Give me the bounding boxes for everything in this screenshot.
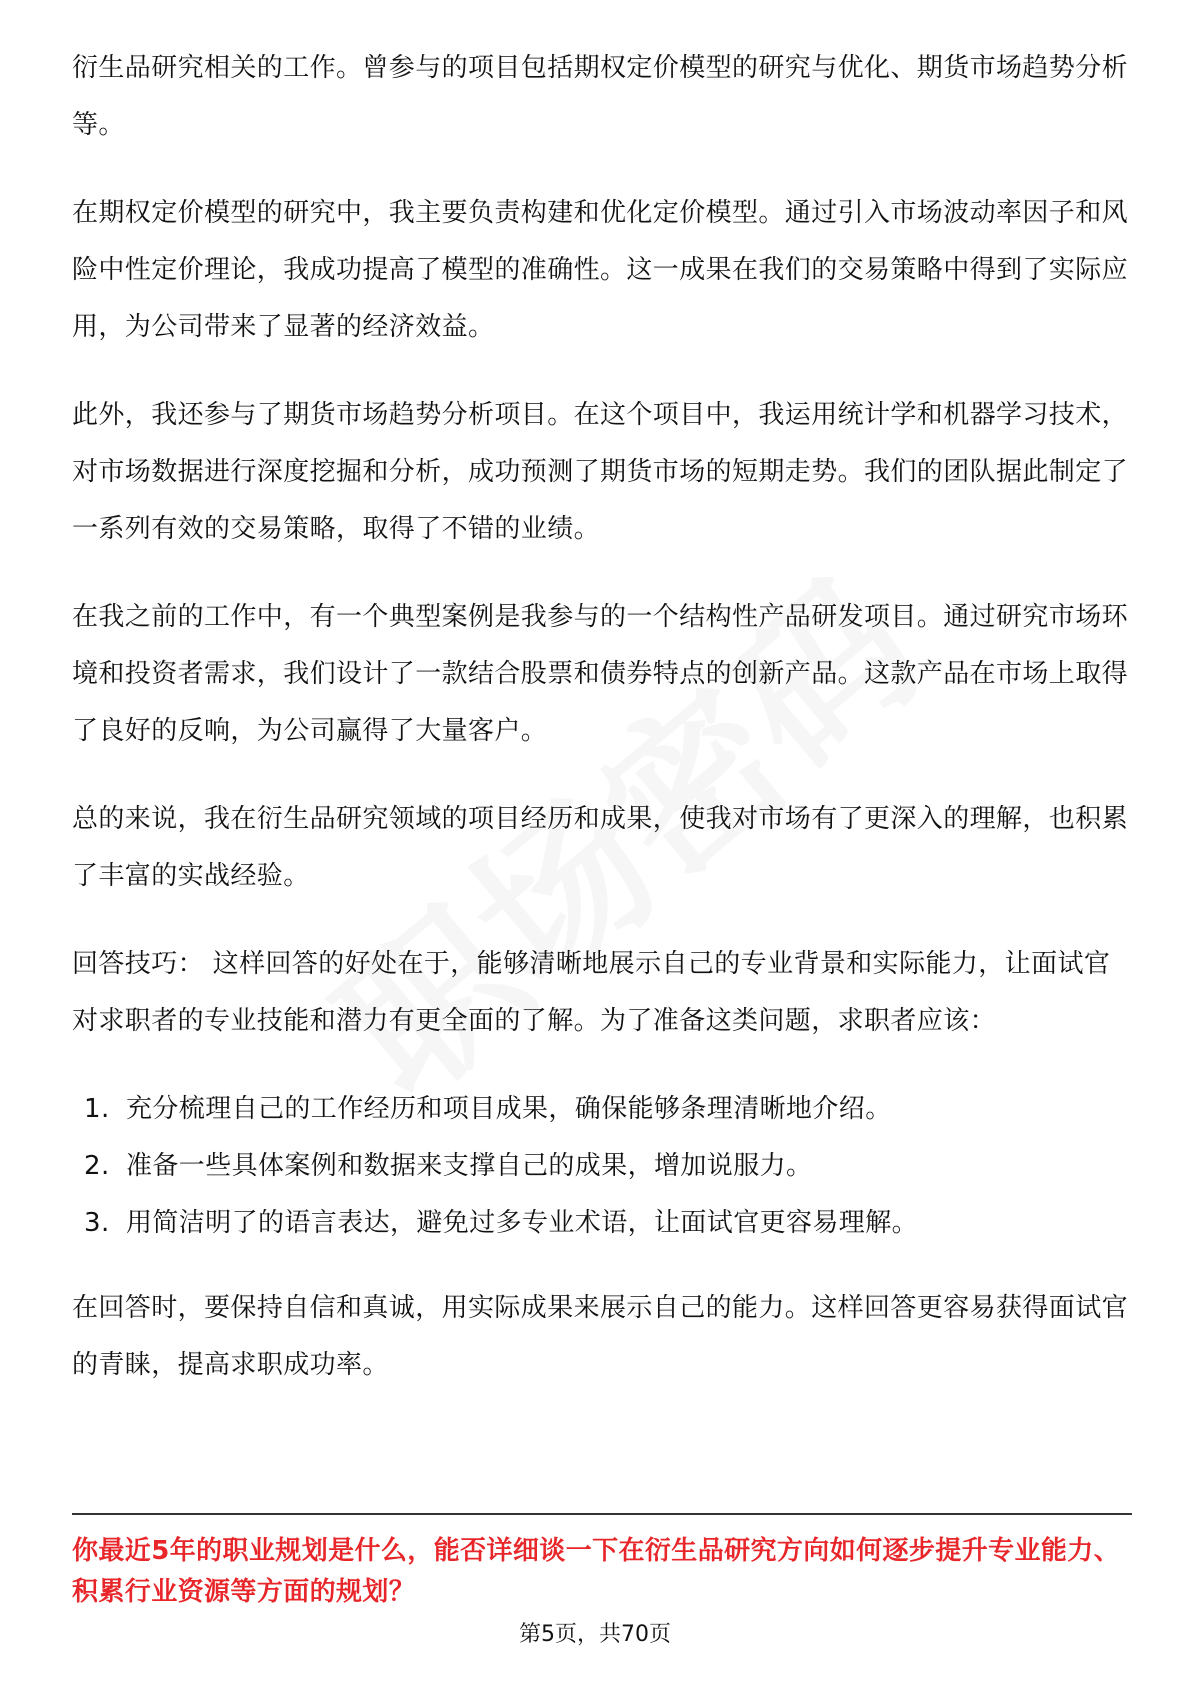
paragraph-case-study: 在我之前的工作中，有一个典型案例是我参与的一个结构性产品研发项目。通过研究市场环境和投资者需求，我们设计了一款结合股票和债券特点的创新产品。这款产品在市场上取得了良好的反响，为公司赢得了大量客户。 xyxy=(72,602,1129,746)
paragraph-futures-analysis: 此外，我还参与了期货市场趋势分析项目。在这个项目中，我运用统计学和机器学习技术，对市场数据进行深度挖掘和分析，成功预测了期货市场的短期走势。我们的团队据此制定了一系列有效的交易策略，取得了不错的业绩。 xyxy=(72,400,1129,544)
paragraph-answer-tips: 回答技巧： 这样回答的好处在于，能够清晰地展示自己的专业背景和实际能力，让面试官对求职者的专业技能和潜力有更全面的了解。为了准备这类问题，求职者应该： xyxy=(72,949,1111,1036)
tips-list xyxy=(72,1081,1132,1252)
list-item-text: 充分梳理自己的工作经历和项目成果，确保能够条理清晰地介绍。 xyxy=(126,1094,892,1124)
list-item-text: 准备一些具体案例和数据来支撑自己的成果，增加说服力。 xyxy=(126,1151,813,1181)
next-question-heading: 你最近5年的职业规划是什么，能否详细谈一下在衍生品研究方向如何逐步提升专业能力、积累行业资源等方面的规划？ xyxy=(72,1536,1121,1607)
list-item-number: 2. xyxy=(84,1151,110,1181)
page-number: 第5页，共70页 xyxy=(519,1622,671,1647)
answer-body xyxy=(72,40,1132,1425)
list-item xyxy=(72,1195,1132,1252)
list-item-number: 1. xyxy=(84,1094,110,1124)
list-item-text: 用简洁明了的语言表达，避免过多专业术语，让面试官更容易理解。 xyxy=(126,1208,919,1238)
paragraph-closing: 在回答时，要保持自信和真诚，用实际成果来展示自己的能力。这样回答更容易获得面试官的青睐，提高求职成功率。 xyxy=(72,1293,1129,1380)
section-divider xyxy=(72,1513,1132,1515)
paragraph-summary: 总的来说，我在衍生品研究领域的项目经历和成果，使我对市场有了更深入的理解，也积累了丰富的实战经验。 xyxy=(72,804,1129,891)
paragraph-intro: 衍生品研究相关的工作。曾参与的项目包括期权定价模型的研究与优化、期货市场趋势分析等。 xyxy=(72,53,1129,140)
list-item xyxy=(72,1138,1132,1195)
list-item xyxy=(72,1081,1132,1138)
list-item-number: 3. xyxy=(84,1208,110,1238)
paragraph-option-pricing: 在期权定价模型的研究中，我主要负责构建和优化定价模型。通过引入市场波动率因子和风险中性定价理论，我成功提高了模型的准确性。这一成果在我们的交易策略中得到了实际应用，为公司带来了显著的经济效益。 xyxy=(72,198,1129,342)
